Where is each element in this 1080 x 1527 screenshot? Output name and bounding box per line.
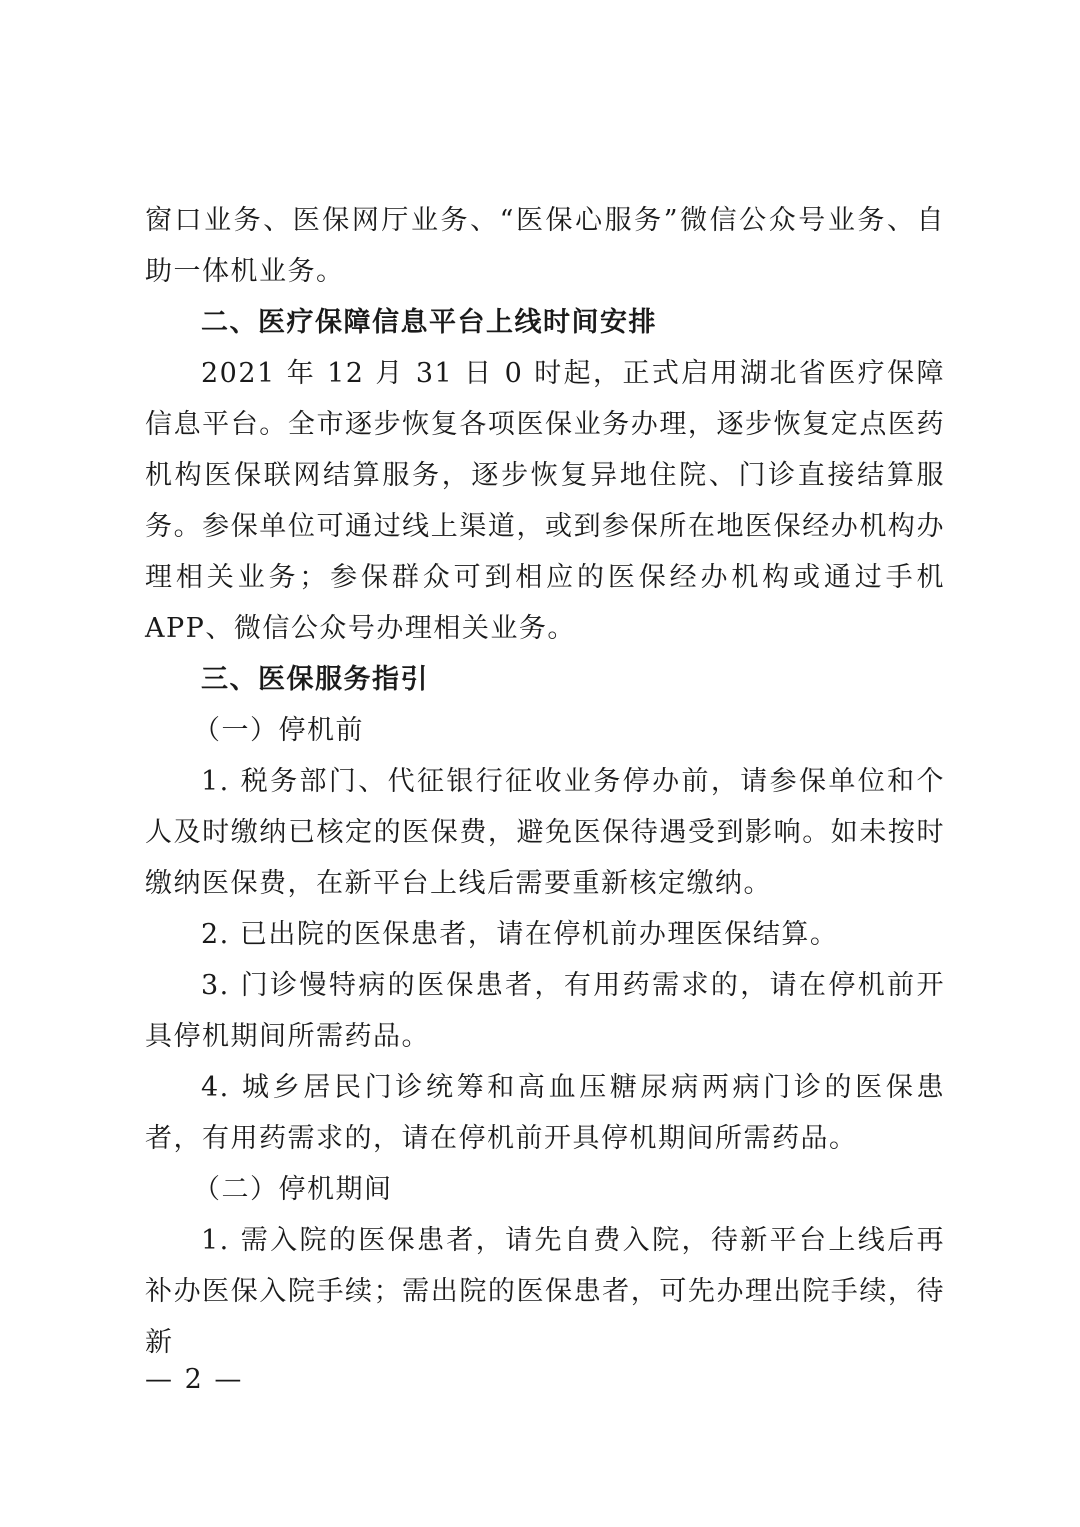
list-item-during-1: 1. 需入院的医保患者，请先自费入院，待新平台上线后再补办医保入院手续；需出院的医保患者，可先办理出院手续，待新 [145, 1225, 945, 1358]
section-heading-2: 二、医疗保障信息平台上线时间安排 [201, 307, 657, 338]
subheading-during-shutdown: （二）停机期间 [193, 1174, 393, 1205]
list-item-4: 4. 城乡居民门诊统筹和高血压糖尿病两病门诊的医保患者，有用药需求的，请在停机前开具停机期间所需药品。 [145, 1072, 945, 1154]
section-heading-3: 三、医保服务指引 [201, 664, 429, 695]
list-item-2: 2. 已出院的医保患者，请在停机前办理医保结算。 [201, 919, 839, 950]
document-body [145, 195, 945, 1368]
paragraph-launch-schedule: 2021 年 12 月 31 日 0 时起，正式启用湖北省医疗保障信息平台。全市逐步恢复各项医保业务办理，逐步恢复定点医药机构医保联网结算服务，逐步恢复异地住院、门诊直接结算服务。参保单位可通过线上渠道，或到参保所在地医保经办机构办理相关业务；参保群众可到相应的医保经办机构或通过手机 APP、微信公众号办理相关业务。 [145, 358, 945, 644]
paragraph-continuation: 窗口业务、医保网厅业务、“医保心服务”微信公众号业务、自助一体机业务。 [145, 205, 945, 287]
list-item-3: 3. 门诊慢特病的医保患者，有用药需求的，请在停机前开具停机期间所需药品。 [145, 970, 945, 1052]
page-number: — 2 — [145, 1364, 244, 1395]
list-item-1: 1. 税务部门、代征银行征收业务停办前，请参保单位和个人及时缴纳已核定的医保费，避免医保待遇受到影响。如未按时缴纳医保费，在新平台上线后需要重新核定缴纳。 [145, 766, 945, 899]
subheading-before-shutdown: （一）停机前 [193, 715, 364, 746]
